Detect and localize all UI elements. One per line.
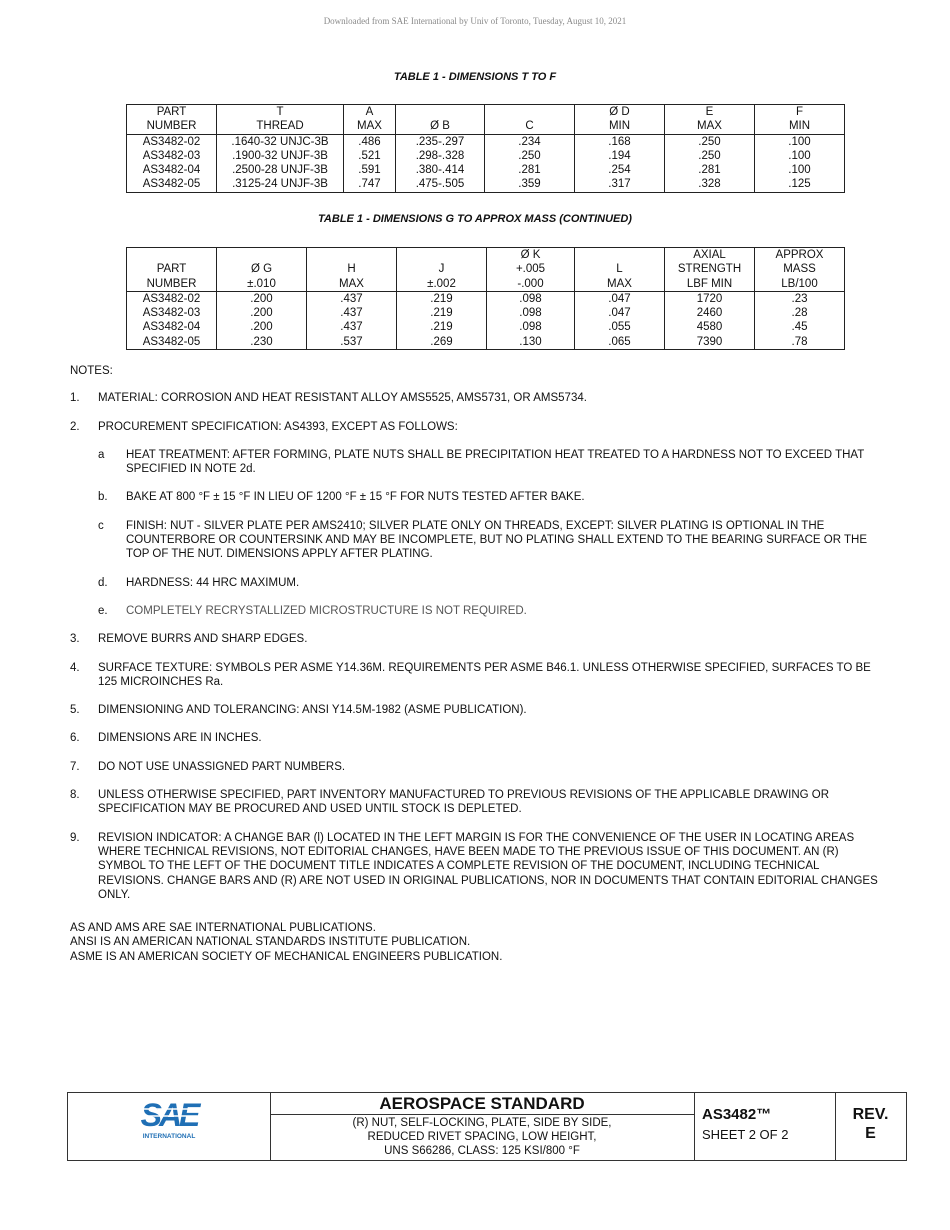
download-notice: Downloaded from SAE International by Univ of Toronto, Tuesday, August 10, 2021 bbox=[323, 16, 627, 26]
note-7 bbox=[70, 760, 880, 774]
doc-description bbox=[270, 1115, 694, 1159]
header-line: T bbox=[276, 106, 284, 118]
header-line: Ø K bbox=[520, 249, 541, 261]
note-number: 2. bbox=[70, 420, 80, 433]
table-cell: .537 bbox=[307, 335, 397, 350]
header-line: MIN bbox=[608, 120, 631, 133]
column-header bbox=[397, 248, 487, 292]
logo-text: SAE bbox=[140, 1099, 198, 1133]
table-cell: .100 bbox=[755, 149, 845, 163]
note-text: DIMENSIONING AND TOLERANCING: ANSI Y14.5M-1982 (ASME PUBLICATION). bbox=[98, 704, 527, 717]
note-number: 3. bbox=[70, 633, 80, 646]
title-block bbox=[67, 1092, 907, 1161]
table-cell: .100 bbox=[755, 163, 845, 177]
table-cell: .23 bbox=[755, 291, 845, 306]
column-header bbox=[217, 105, 344, 135]
table2-title: TABLE 1 - DIMENSIONS G TO APPROX MASS (CONTINUED) bbox=[318, 213, 632, 225]
table-cell: .1640-32 UNJC-3B bbox=[217, 134, 344, 149]
table-cell: .2500-28 UNJF-3B bbox=[217, 163, 344, 177]
revision-cell bbox=[835, 1093, 906, 1160]
subnote-text: HEAT TREATMENT: AFTER FORMING, PLATE NUTS SHALL BE PRECIPITATION HEAT TREATED TO A HARDNESS NOT TO EXCEED THAT SPECIFIED IN NOTE 2d. bbox=[126, 448, 865, 476]
table-cell: .065 bbox=[575, 335, 665, 350]
table-cell: .125 bbox=[755, 177, 845, 192]
table-cell: AS3482-02 bbox=[127, 134, 217, 149]
column-header bbox=[755, 248, 845, 292]
header-line: Ø D bbox=[609, 106, 630, 118]
table-cell: .200 bbox=[217, 320, 307, 334]
table-cell: 4580 bbox=[665, 320, 755, 334]
doc-number-cell bbox=[694, 1093, 836, 1160]
column-header bbox=[127, 248, 217, 292]
table-cell: .200 bbox=[217, 291, 307, 306]
table-cell: 2460 bbox=[665, 306, 755, 320]
subnote-letter: b. bbox=[98, 491, 108, 504]
column-header bbox=[487, 248, 575, 292]
header-line: MAX bbox=[697, 120, 722, 133]
publication-line: ASME IS AN AMERICAN SOCIETY OF MECHANICAL ENGINEERS PUBLICATION. bbox=[70, 950, 503, 963]
table-cell: .130 bbox=[487, 335, 575, 350]
note-2d bbox=[70, 576, 880, 590]
header-line: Ø B bbox=[430, 120, 450, 133]
header-line: E bbox=[705, 106, 714, 118]
table-cell: AS3482-03 bbox=[127, 306, 217, 320]
note-2a bbox=[70, 448, 880, 477]
table-cell: .234 bbox=[485, 134, 575, 149]
column-header bbox=[485, 105, 575, 135]
column-header bbox=[665, 105, 755, 135]
table-cell: 1720 bbox=[665, 291, 755, 306]
revision-value: E bbox=[865, 1125, 876, 1142]
header-line: AXIAL bbox=[693, 249, 726, 261]
header-line: MIN bbox=[788, 120, 811, 133]
table-cell: .78 bbox=[755, 335, 845, 350]
note-8 bbox=[70, 788, 880, 817]
note-text: SURFACE TEXTURE: SYMBOLS PER ASME Y14.36M. REQUIREMENTS PER ASME B46.1. UNLESS OTHERWISE SPECIFIED, SURFACES TO BE 125 MICROINCHES Ra. bbox=[98, 661, 871, 688]
description-line: REDUCED RIVET SPACING, LOW HEIGHT, bbox=[367, 1131, 597, 1144]
table-cell: .475-.505 bbox=[396, 177, 485, 192]
description-line: (R) NUT, SELF-LOCKING, PLATE, SIDE BY SIDE, bbox=[352, 1117, 612, 1129]
doc-heading: AEROSPACE STANDARD bbox=[270, 1093, 694, 1115]
table-cell: AS3482-04 bbox=[127, 320, 217, 334]
table-cell: 7390 bbox=[665, 335, 755, 350]
table-cell: AS3482-05 bbox=[127, 335, 217, 350]
table-cell: .047 bbox=[575, 306, 665, 320]
table-cell: AS3482-03 bbox=[127, 149, 217, 163]
header-line: Ø G bbox=[250, 263, 273, 276]
subnote-text: HARDNESS: 44 HRC MAXIMUM. bbox=[126, 576, 300, 589]
header-line: C bbox=[525, 120, 534, 133]
header-line: A bbox=[365, 106, 374, 118]
table2-dimensions bbox=[126, 247, 845, 350]
table-row bbox=[127, 335, 845, 350]
table-cell: .219 bbox=[397, 291, 487, 306]
table-row bbox=[127, 177, 845, 192]
header-line: MAX bbox=[607, 277, 632, 290]
header-line: THREAD bbox=[256, 120, 304, 133]
table-cell: .219 bbox=[397, 320, 487, 334]
column-header bbox=[344, 105, 396, 135]
table-row bbox=[127, 291, 845, 306]
publication-line: ANSI IS AN AMERICAN NATIONAL STANDARDS INSTITUTE PUBLICATION. bbox=[70, 936, 471, 949]
table-cell: .098 bbox=[487, 306, 575, 320]
table-cell: .359 bbox=[485, 177, 575, 192]
title-cell bbox=[270, 1093, 695, 1160]
table-row bbox=[127, 149, 845, 163]
table-row bbox=[127, 163, 845, 177]
header-line: LBF MIN bbox=[686, 277, 733, 290]
header-line: J bbox=[438, 263, 445, 276]
table-cell: .100 bbox=[755, 134, 845, 149]
doc-number: AS3482™ bbox=[702, 1106, 772, 1123]
table-cell: .230 bbox=[217, 335, 307, 350]
subnote-letter: c bbox=[98, 519, 104, 532]
sae-logo bbox=[136, 1099, 202, 1141]
table-row bbox=[127, 306, 845, 320]
note-4 bbox=[70, 661, 880, 690]
table-cell: .298-.328 bbox=[396, 149, 485, 163]
table-cell: .747 bbox=[344, 177, 396, 192]
table1-title: TABLE 1 - DIMENSIONS T TO F bbox=[393, 71, 557, 83]
note-number: 9. bbox=[70, 831, 80, 844]
table-cell: .28 bbox=[755, 306, 845, 320]
table-cell: AS3482-04 bbox=[127, 163, 217, 177]
note-text: UNLESS OTHERWISE SPECIFIED, PART INVENTORY MANUFACTURED TO PREVIOUS REVISIONS OF THE APPLICABLE DRAWING OR SPECIFICATION MAY BE PROCURED AND USED UNTIL STOCK IS DEPLETED. bbox=[98, 789, 830, 816]
header-line: +.005 bbox=[515, 263, 546, 276]
note-number: 4. bbox=[70, 661, 80, 674]
table-cell: .250 bbox=[665, 149, 755, 163]
note-6 bbox=[70, 731, 880, 745]
table-cell: .328 bbox=[665, 177, 755, 192]
note-2 bbox=[70, 420, 880, 434]
table-cell: .3125-24 UNJF-3B bbox=[217, 177, 344, 192]
note-text: REVISION INDICATOR: A CHANGE BAR (l) LOCATED IN THE LEFT MARGIN IS FOR THE CONVENIENCE OF THE USER IN LOCATING AREAS WHERE TECHNICAL REVISIONS, NOT EDITORIAL CHANGES, HAVE BEEN MADE TO THE PREVIOUS ISSUE OF THIS DOCUMENT. AN (R) SYMBOL TO THE LEFT OF THE DOCUMENT TITLE INDICATES A COMPLETE REVISION OF THE DOCUMENT, INCLUDING TECHNICAL REVISIONS. CHANGE BARS AND (R) ARE NOT USED IN ORIGINAL PUBLICATIONS, NOR IN DOCUMENTS THAT CONTAIN EDITORIAL CHANGES ONLY. bbox=[98, 831, 878, 901]
column-header bbox=[755, 105, 845, 135]
note-text: MATERIAL: CORROSION AND HEAT RESISTANT ALLOY AMS5525, AMS5731, OR AMS5734. bbox=[98, 392, 587, 405]
header-line: LB/100 bbox=[781, 277, 818, 290]
note-3 bbox=[70, 632, 880, 646]
column-header bbox=[127, 105, 217, 135]
table-cell: .235-.297 bbox=[396, 134, 485, 149]
header-line: -.000 bbox=[517, 277, 544, 290]
table-cell: .437 bbox=[307, 306, 397, 320]
table-cell: .521 bbox=[344, 149, 396, 163]
subnote-letter: d. bbox=[98, 576, 108, 589]
header-line: L bbox=[616, 263, 623, 276]
header-line: PART bbox=[156, 106, 187, 118]
column-header bbox=[575, 248, 665, 292]
table-cell: .591 bbox=[344, 163, 396, 177]
notes-heading: NOTES: bbox=[70, 365, 113, 377]
note-text: DIMENSIONS ARE IN INCHES. bbox=[98, 732, 262, 745]
table-cell: .281 bbox=[485, 163, 575, 177]
column-header bbox=[396, 105, 485, 135]
header-line: H bbox=[347, 263, 356, 276]
revision-label: REV. bbox=[852, 1106, 889, 1123]
note-number: 1. bbox=[70, 392, 80, 405]
table-cell: .098 bbox=[487, 291, 575, 306]
header-line: PART bbox=[156, 263, 187, 276]
subnote-letter: e. bbox=[98, 604, 108, 617]
column-header bbox=[575, 105, 665, 135]
subnote-letter: a bbox=[98, 448, 105, 461]
subnote-text: FINISH: NUT - SILVER PLATE PER AMS2410; SILVER PLATE ONLY ON THREADS, EXCEPT: SILVER PLATING IS OPTIONAL IN THE COUNTERBORE OR COUNTERSINK AND MAY BE INCOMPLETE, BUT NO PLATING SHALL EXTEND TO THE BEARING SURFACE OR THE TOP OF THE NUT. DIMENSIONS APPLY AFTER PLATING. bbox=[126, 519, 868, 561]
header-line: APPROX bbox=[775, 249, 824, 261]
note-text: PROCUREMENT SPECIFICATION: AS4393, EXCEPT AS FOLLOWS: bbox=[98, 420, 458, 433]
table-cell: .380-.414 bbox=[396, 163, 485, 177]
table-cell: .281 bbox=[665, 163, 755, 177]
header-line: ±.010 bbox=[247, 277, 276, 290]
table-cell: .437 bbox=[307, 320, 397, 334]
note-2c bbox=[70, 519, 880, 562]
subnote-text: COMPLETELY RECRYSTALLIZED MICROSTRUCTURE IS NOT REQUIRED. bbox=[126, 604, 527, 617]
table-cell: AS3482-02 bbox=[127, 291, 217, 306]
logo-cell bbox=[68, 1093, 271, 1160]
note-text: DO NOT USE UNASSIGNED PART NUMBERS. bbox=[98, 760, 346, 773]
note-2b bbox=[70, 490, 880, 504]
table-cell: .098 bbox=[487, 320, 575, 334]
header-line: NUMBER bbox=[146, 277, 197, 290]
description-line: UNS S66286, CLASS: 125 KSI/800 °F bbox=[384, 1145, 580, 1158]
note-text: REMOVE BURRS AND SHARP EDGES. bbox=[98, 633, 308, 646]
publication-notes bbox=[70, 921, 502, 964]
table-cell: .055 bbox=[575, 320, 665, 334]
header-line: STRENGTH bbox=[677, 263, 742, 276]
subnote-text: BAKE AT 800 °F ± 15 °F IN LIEU OF 1200 °F ± 15 °F FOR NUTS TESTED AFTER BAKE. bbox=[126, 491, 585, 504]
column-header bbox=[307, 248, 397, 292]
notes-section bbox=[70, 364, 880, 916]
header-line: ±.002 bbox=[427, 277, 456, 290]
table-cell: .250 bbox=[485, 149, 575, 163]
table-cell: .317 bbox=[575, 177, 665, 192]
table-cell: .486 bbox=[344, 134, 396, 149]
note-9 bbox=[70, 831, 880, 902]
table-cell: .1900-32 UNJF-3B bbox=[217, 149, 344, 163]
table1-dimensions bbox=[126, 104, 845, 193]
logo-subtext: INTERNATIONAL bbox=[142, 1133, 196, 1140]
header-line: F bbox=[795, 106, 804, 118]
header-line: MASS bbox=[783, 263, 816, 276]
table-cell: .437 bbox=[307, 291, 397, 306]
note-number: 6. bbox=[70, 732, 80, 745]
header-line: MAX bbox=[357, 120, 382, 133]
table-cell: .200 bbox=[217, 306, 307, 320]
table-cell: .250 bbox=[665, 134, 755, 149]
header-line: MAX bbox=[339, 277, 364, 290]
note-number: 8. bbox=[70, 789, 80, 802]
table-cell: .219 bbox=[397, 306, 487, 320]
table-cell: .269 bbox=[397, 335, 487, 350]
table-row bbox=[127, 134, 845, 149]
publication-line: AS AND AMS ARE SAE INTERNATIONAL PUBLICATIONS. bbox=[70, 922, 376, 934]
column-header bbox=[217, 248, 307, 292]
note-number: 5. bbox=[70, 704, 80, 717]
table-row bbox=[127, 320, 845, 334]
note-1 bbox=[70, 391, 880, 405]
table-cell: AS3482-05 bbox=[127, 177, 217, 192]
table-cell: .45 bbox=[755, 320, 845, 334]
note-2e bbox=[70, 604, 880, 618]
column-header bbox=[665, 248, 755, 292]
header-line: NUMBER bbox=[146, 120, 197, 133]
note-5 bbox=[70, 703, 880, 717]
table-cell: .168 bbox=[575, 134, 665, 149]
table-cell: .254 bbox=[575, 163, 665, 177]
note-number: 7. bbox=[70, 760, 80, 773]
table-cell: .047 bbox=[575, 291, 665, 306]
table-cell: .194 bbox=[575, 149, 665, 163]
sheet-number: SHEET 2 OF 2 bbox=[702, 1127, 789, 1142]
